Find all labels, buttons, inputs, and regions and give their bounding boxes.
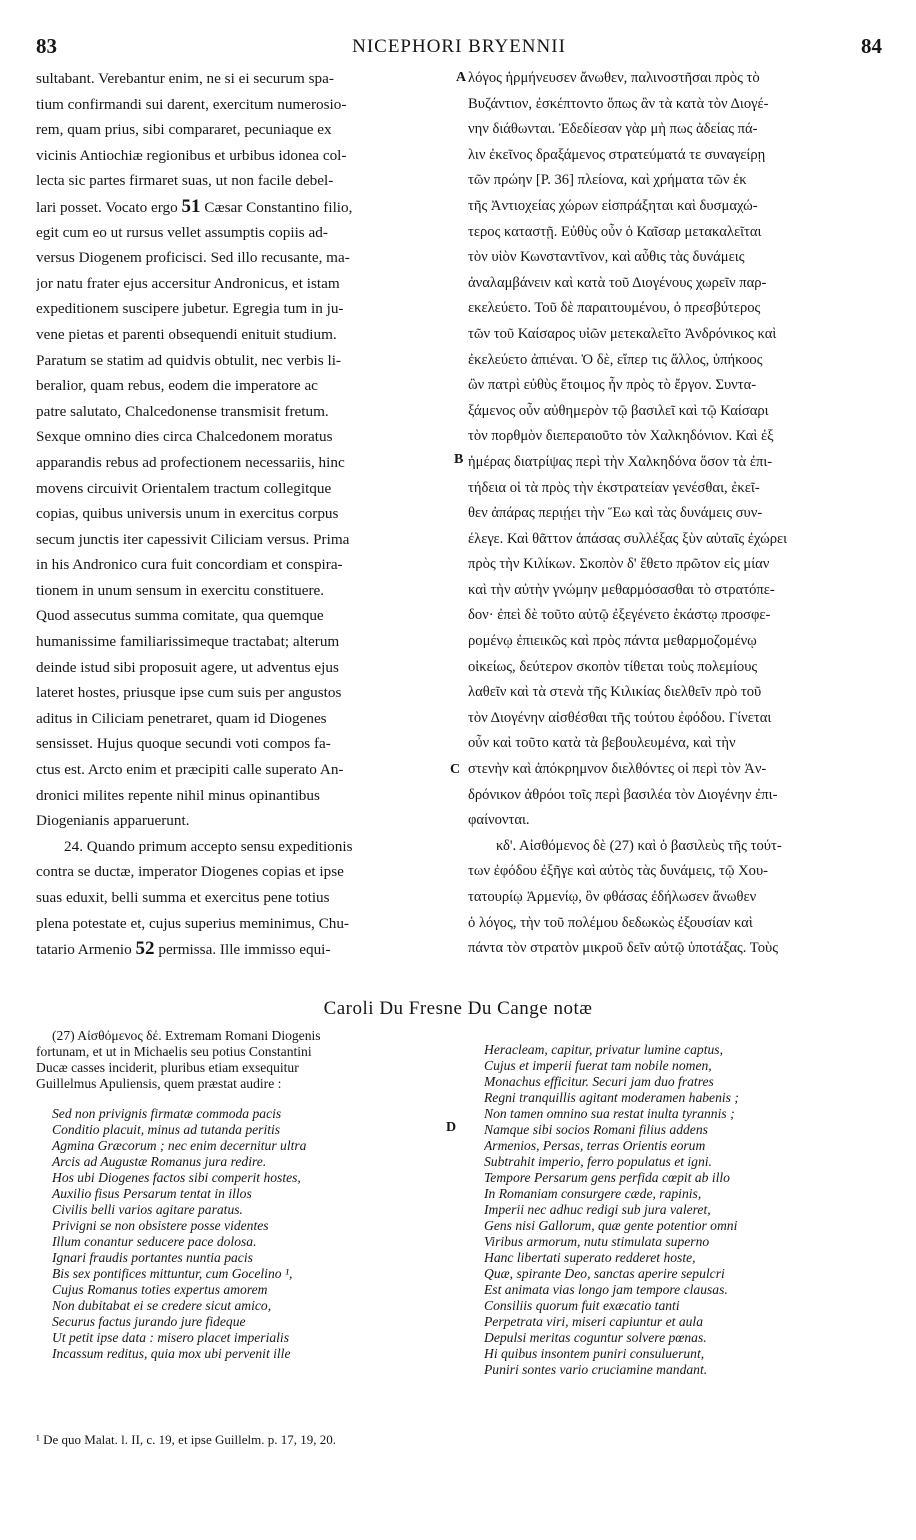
verse-line: Depulsi meritas coguntur solvere pœnas. — [484, 1330, 707, 1345]
latin-line: expeditionem suscipere jubetur. Egregia tum in ju- — [36, 300, 344, 318]
verse-line: Puniri sontes vario cruciamine mandant. — [484, 1362, 708, 1377]
verse-gap — [36, 1092, 452, 1106]
verse-line: Conditio placuit, minus ad tutanda peritis — [52, 1122, 281, 1137]
verse-line: Ignari fraudis portantes nuntia pacis — [52, 1250, 253, 1265]
greek-line: οὖν καὶ τοῦτο κατὰ τὰ βεβουλευμένα, καὶ τὴν — [468, 735, 736, 752]
verse-line: Quæ, spirante Deo, sanctas aperire sepulcri — [484, 1266, 725, 1281]
greek-line: οἰκείως, δεύτερον σκοπὸν τίθεται τοὺς πολεμίους — [468, 658, 758, 675]
greek-line: τῶν τοῦ Καίσαρος υἱῶν μετεκαλεῖτο Ἀνδρόνικος καὶ — [468, 325, 777, 342]
greek-line: τῆς Ἀντιοχείας χώρων εἰσπράξηται καὶ δυσμαχώ- — [468, 197, 758, 214]
verse-line: Non dubitabat ei se credere sicut amico, — [52, 1298, 272, 1313]
verse-line: Non tamen omnino sua restat inulta tyrannis ; — [484, 1106, 735, 1121]
verse-line: Consiliis quorum fuit exæcatio tanti — [484, 1298, 680, 1313]
greek-line: των ἐφόδου ἐξῆγε καὶ αὐτὸς τὰς δυνάμεις, τῷ Χου- — [468, 863, 769, 880]
verse-line: Tempore Persarum gens perfida cœpit ab illo — [484, 1170, 730, 1185]
greek-line: ὢν πατρὶ εὐθὺς ἕτοιμος ἦν πρὸς τὸ ἔργον. Συντα- — [468, 377, 757, 394]
verse-line: Cujus et imperii fuerat tam nobile nomen, — [484, 1058, 712, 1073]
migne-column-number: 51 — [181, 195, 201, 217]
greek-line: φαίνονται. — [468, 812, 530, 829]
greek-line: εκελεύετο. Τοῦ δὲ παραιτουμένου, ὁ πρεσβύτερος — [468, 300, 761, 317]
verse-line: Sed non privignis firmatæ commoda pacis — [52, 1106, 282, 1121]
latin-text-column — [36, 66, 454, 960]
latin-line: Paratum se statim ad quidvis obtulit, nec verbis li- — [36, 351, 341, 369]
latin-line: egit cum eo ut rursus vellet assumptis copiis ad- — [36, 223, 328, 241]
latin-line: plena potestate et, cujus superius meminimus, Chu- — [36, 914, 349, 932]
latin-line: Quod assecutus summa comitate, qua quemque — [36, 607, 324, 625]
verse-line: Hanc libertati superato redderet hoste, — [484, 1250, 696, 1265]
latin-line: versus Diogenem proficisci. Sed illo recusante, ma- — [36, 249, 350, 267]
greek-line: δον· ἐπεὶ δὲ τοῦτο αὐτῷ ἐξεγένετο ἑκάστῳ προσφε- — [468, 607, 771, 624]
latin-line: vene pietas et parenti obsequendi enituit studium. — [36, 325, 337, 343]
verse-line: Bis sex pontifices mittuntur, cum Gocelino ¹, — [52, 1266, 293, 1281]
latin-line: tionem in unum sensum in exercitu constituere. — [36, 581, 325, 599]
note-intro-line: Guillelmus Apuliensis, quem præstat audire : — [36, 1076, 282, 1091]
latin-line — [36, 936, 454, 960]
verse-line: Heracleam, capitur, privatur lumine captus, — [484, 1042, 723, 1057]
verse-line: Armenios, Persas, terras Orientis eorum — [484, 1138, 706, 1153]
latin-line: in his Andronico cura fuit concordiam et conspira- — [36, 556, 343, 574]
note-intro-line: (27) Αἰσθόμενος δέ. Extremam Romani Diogenis — [52, 1028, 321, 1043]
greek-line: νην διάθωνται. Ἐδεδίεσαν γὰρ μὴ πως ἀδείας πά- — [468, 121, 758, 138]
verse-line: Perpetrata viri, miseri capiuntur et aula — [484, 1314, 703, 1329]
greek-line: τερος καταστῇ. Εὐθὺς οὖν ὁ Καῖσαρ μετακαλεῖται — [468, 223, 762, 240]
greek-line: έλεγε. Καὶ θᾶττον ἁπάσας συλλέξας ξὺν αὑταῖς ἐχώρει — [468, 530, 788, 547]
verse-line: Incassum reditus, quia mox ubi pervenit ille — [52, 1346, 291, 1361]
latin-line: movens circuivit Orientalem tractum collegitque — [36, 479, 332, 497]
latin-line: sensisset. Hujus quoque secundi voti compos fa- — [36, 735, 331, 753]
running-title: NICEPHORI BRYENNII — [352, 36, 566, 57]
verse-line: Privigni se non obsistere posse videntes — [52, 1218, 269, 1233]
notes-right-column — [484, 1042, 884, 1422]
latin-line: secum junctis iter capessivit Ciliciam versus. Prima — [36, 530, 350, 548]
notes-left-column — [36, 1028, 452, 1428]
greek-line: ἐκελεύετο ἀπιέναι. Ὁ δὲ, εἴπερ τις ἄλλος, ὑπήκοος — [468, 351, 763, 368]
verse-line: Imperii nec adhuc redigi sub jura valeret, — [484, 1202, 711, 1217]
line-text: tatario Armenio — [36, 941, 132, 959]
greek-line: λιν ἐκεῖνος δραξάμενος στρατεύματά τε συναγείρῃ — [468, 146, 766, 163]
latin-line: Diogenianis apparuerunt. — [36, 812, 190, 830]
verse-line: Monachus efficitur. Securi jam duo fratres — [484, 1074, 714, 1089]
migne-column-number: 52 — [135, 938, 155, 960]
greek-line: τὸν υἱὸν Κωνσταντῖνον, καὶ αὖθις τὰς δυνάμεις — [468, 249, 745, 266]
latin-line: patre salutato, Chalcedonense transmisit fretum. — [36, 402, 329, 420]
line-text: Cæsar Constantino filio, — [204, 198, 353, 216]
page-number-right: 84 — [861, 34, 882, 58]
latin-line: apparandis rebus ad profectionem necessariis, hinc — [36, 453, 345, 471]
verse-line: Hi quibus insontem puniri consuluerunt, — [484, 1346, 705, 1361]
verse-line: Cujus Romanus toties expertus amorem — [52, 1282, 268, 1297]
verse-line: Est animata vias longo jam tempore clausas. — [484, 1282, 728, 1297]
running-head — [36, 34, 882, 64]
greek-line: ὁ λόγος, τὴν τοῦ πολέμου δεδωκὼς ἐξουσίαν καὶ — [468, 914, 753, 931]
latin-line: sultabant. Verebantur enim, ne si ei securum spa- — [36, 70, 334, 87]
greek-line: δρόνικον ἀθρόοι τοῖς περὶ βασιλέα τὸν Διογένην ἐπι- — [468, 786, 778, 803]
greek-line: τατουρίῳ Ἀρμενίῳ, ὃν φθάσας ἐδήλωσεν ἄνωθεν — [468, 889, 757, 905]
greek-line: τὸν πορθμὸν διεπεραιοῦτο τὸν Χαλκηδόνιον. Καὶ ἐξ — [468, 428, 774, 445]
latin-line: tium confirmandi sui darent, exercitum numerosio- — [36, 95, 347, 113]
greek-line: τήδεια οἱ τὰ πρὸς τὴν ἐκστρατείαν γενέσθαι, ἐκεῖ- — [468, 479, 760, 496]
latin-line: ctus est. Arcto enim et præcipiti calle superato An- — [36, 761, 344, 779]
latin-line: rem, quam prius, sibi compararet, pecuniaque ex — [36, 121, 332, 139]
margin-marker-d: D — [446, 1120, 457, 1135]
verse-line: Illum conantur seducere pace dolosa. — [52, 1234, 257, 1249]
verse-line: Ut petit ipse data : misero placet imperialis — [52, 1330, 289, 1345]
verse-line: Agmina Græcorum ; nec enim decernitur ultra — [52, 1138, 307, 1153]
line-text: lari posset. Vocato ergo — [36, 198, 178, 216]
page-number-left: 83 — [36, 34, 57, 58]
latin-line: beralior, quam rebus, eodem die imperatore ac — [36, 377, 318, 395]
greek-line: ἀναλαμβάνειν καὶ κατὰ τοῦ Διογένους χωρεῖν παρ- — [468, 274, 767, 291]
greek-line: λόγος ἡρμήνευσεν ἄνωθεν, παλινοστῆσαι πρὸς τὸ — [468, 70, 760, 86]
latin-line: dronici milites repente nihil minus opinantibus — [36, 786, 320, 804]
verse-line: Securus factus jurando jure fideque — [52, 1314, 246, 1329]
margin-marker-b: B — [454, 452, 464, 467]
greek-line: τὸν Διογένην αἰσθέσθαι τῆς τούτου ἐφόδου. Γίνεται — [468, 709, 772, 726]
greek-line: κδ'. Αἰσθόμενος δὲ (27) καὶ ὁ βασιλεὺς τῆς τούτ- — [496, 837, 782, 854]
latin-line: lecta sic partes firmaret suas, ut non facile debel- — [36, 172, 334, 190]
verse-line: Gens nisi Gallorum, quæ gente potentior omni — [484, 1218, 738, 1233]
margin-marker-c: C — [450, 762, 461, 777]
footnote: ¹ De quo Malat. l. II, c. 19, et ipse Guillelm. p. 17, 19, 20. — [36, 1432, 336, 1447]
greek-line — [468, 962, 882, 966]
margin-marker-a: A — [456, 70, 467, 85]
line-text: permissa. Ille immisso equi- — [158, 941, 331, 959]
greek-line: ξάμενος οὖν αὐθημερὸν τῷ βασιλεῖ καὶ τῷ Καίσαρι — [468, 402, 769, 419]
note-intro-line: fortunam, et ut in Michaelis seu potius Constantini — [36, 1044, 312, 1059]
verse-line: Namque sibi socios Romani filius addens — [484, 1122, 708, 1137]
greek-line: ρομένῳ ἐπιεικῶς καὶ πρὸς πάντα μεθαρμοζομένῳ — [468, 633, 757, 650]
notes-heading: Caroli Du Fresne Du Cange notæ — [323, 998, 593, 1019]
greek-line: θεν ἀπάρας περιῄει τὴν Ἕω καὶ τὰς δυνάμεις συν- — [468, 505, 763, 522]
greek-line: Βυζάντιον, ἐσκέπτοντο ὅπως ἂν τὰ κατὰ τὸν Διογέ- — [468, 95, 769, 112]
verse-line: Regni tranquillis agitant moderamen habenis ; — [484, 1090, 739, 1105]
latin-line: suas eduxit, belli summa et exercitus pene totius — [36, 889, 330, 906]
verse-line: Viribus armorum, nutu stimulata superno — [484, 1234, 710, 1249]
greek-line: τῶν πρώην [P. 36] πλείονα, καὶ χρήματα τῶν ἐκ — [468, 172, 747, 189]
greek-line: πρὸς τὴν Κιλίκων. Σκοπὸν δ' ἔθετο πρῶτον εἰς μίαν — [468, 556, 770, 573]
greek-line: ἡμέρας διατρίψας περὶ τὴν Χαλκηδόνα ὅσον τὰ ἐπι- — [468, 453, 773, 470]
latin-line: lateret hostes, priusque ipse cum suis per angustos — [36, 684, 342, 702]
latin-line: copias, quibus universis unum in exercitus corpus — [36, 505, 339, 523]
greek-text-column — [468, 66, 882, 966]
greek-line: καὶ τὴν αὐτὴν γνώμην μεθαρμόσασθαι τὸ στρατόπε- — [468, 581, 775, 598]
latin-line: deinde istud sibi proposuit agere, ut adventus ejus — [36, 658, 339, 676]
verse-line: Auxilio fisus Persarum tentat in illos — [52, 1186, 252, 1201]
latin-line: Sexque omnino dies circa Chalcedonem moratus — [36, 428, 333, 446]
latin-line: 24. Quando primum accepto sensu expeditionis — [64, 837, 353, 855]
greek-line: λαθεῖν καὶ τὰ στενὰ τῆς Κιλικίας διελθεῖν πρὸ τοῦ — [468, 684, 762, 701]
verse-line: In Romaniam consurgere cæde, rapinis, — [484, 1186, 702, 1201]
latin-line: contra se ductæ, imperator Diogenes copias et ipse — [36, 863, 344, 881]
note-intro-line: Ducæ casses inciderit, pluribus etiam exsequitur — [36, 1060, 299, 1075]
greek-line: στενὴν καὶ ἀπόκρημνον διελθόντες οἱ περὶ τὸν Ἀν- — [468, 761, 767, 778]
verse-line: Hos ubi Diogenes factos sibi comperit hostes, — [52, 1170, 301, 1185]
verse-line: Subtrahit imperio, ferro populatus et igni. — [484, 1154, 712, 1169]
latin-line: jor natu frater ejus accersitur Andronicus, et istam — [36, 274, 340, 292]
latin-line — [36, 194, 454, 220]
latin-line: aditus in Ciliciam penetraret, quam id Diogenes — [36, 709, 327, 727]
verse-line: Arcis ad Augustæ Romanus jura redire. — [52, 1154, 267, 1169]
greek-line: πάντα τὸν στρατὸν μικροῦ δεῖν αὐτῷ ὑποτάξας. Τοὺς — [468, 940, 779, 957]
latin-line: humanissime familiarissimeque tractabat; alterum — [36, 633, 340, 651]
verse-line: Civilis belli varios agitare paratus. — [52, 1202, 243, 1217]
latin-line: vicinis Antiochiæ regionibus et urbibus idonea col- — [36, 146, 347, 164]
